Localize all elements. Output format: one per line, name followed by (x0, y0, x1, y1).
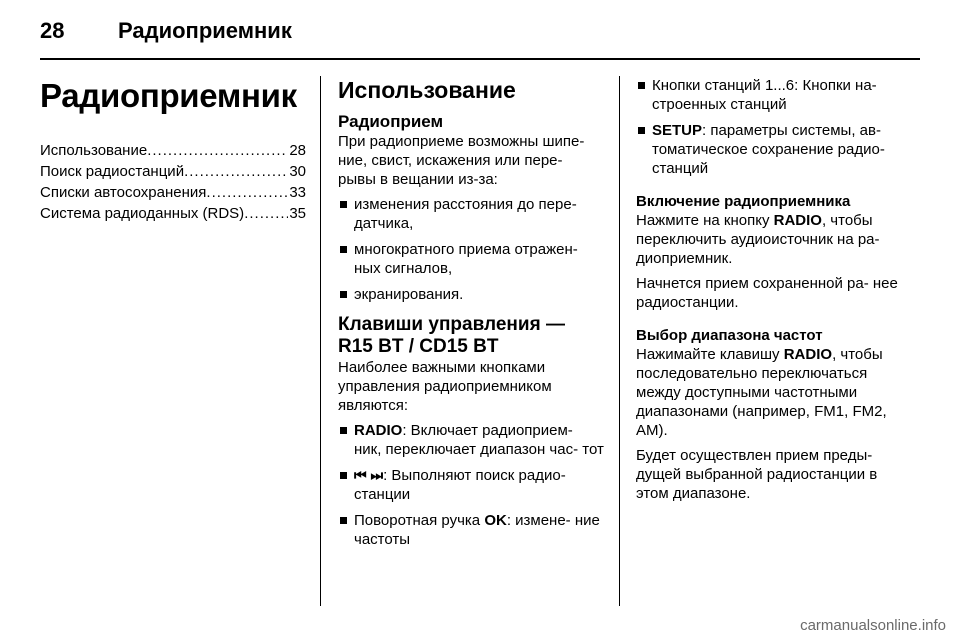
controls-model-heading: R15 BT / CD15 BT (338, 336, 499, 357)
bullet-square-icon (340, 472, 347, 479)
setup-key-label: SETUP (652, 122, 703, 139)
toc-entry[interactable] (40, 140, 306, 161)
middle-column (338, 76, 604, 556)
list-item: RADIO: Включает радиоприем- ник, переключает диапазон час- тот (338, 421, 604, 459)
toc-page: 28 (289, 142, 306, 159)
ok-key-label: OK (484, 512, 507, 529)
chapter-title: Радиоприемник (40, 77, 297, 114)
toc-leader (206, 182, 288, 203)
radio-key-label: RADIO (354, 422, 403, 439)
band-paragraph: Нажимайте клавишу RADIO, чтобы последовательно переключаться между доступными частотными диапазонами (например, FM1, FM2, AM). (636, 346, 887, 439)
toc-label: Поиск радиостанций (40, 163, 185, 180)
seek-buttons-icon: ⏮ ⏭ (354, 467, 384, 483)
list-item: Поворотная ручка OK: измене- ние частоты (338, 511, 604, 549)
column-divider (619, 76, 620, 606)
bullet-square-icon (340, 517, 347, 524)
toc-leader (184, 161, 288, 182)
left-column (40, 76, 306, 224)
radio-key-label: RADIO (783, 346, 833, 363)
toc-leader (244, 203, 288, 224)
toc-leader (147, 140, 288, 161)
table-of-contents (40, 140, 306, 224)
toc-label: Списки автосохранения (40, 184, 207, 201)
bullet-square-icon (638, 82, 645, 89)
bullet-square-icon (340, 291, 347, 298)
bullet-square-icon (340, 201, 347, 208)
toc-entry[interactable] (40, 161, 306, 182)
toc-page: 33 (289, 184, 306, 201)
list-item: изменения расстояния до пере- датчика, (338, 195, 604, 233)
reception-paragraph: При радиоприеме возможны шипе- ние, свист, искажения или пере- рывы в вещании из-за: (338, 133, 585, 188)
buttons-bullet-list (636, 76, 906, 178)
section-heading: Использование (338, 77, 516, 103)
toc-entry[interactable] (40, 182, 306, 203)
controls-bullet-list (338, 421, 604, 549)
page-header (40, 18, 920, 52)
toc-page: 35 (289, 205, 306, 222)
right-column (636, 76, 906, 509)
running-title: Радиоприемник (118, 18, 292, 43)
radio-key-label: RADIO (773, 212, 822, 229)
band-heading: Выбор диапазона частот (636, 327, 823, 344)
bullet-square-icon (340, 246, 347, 253)
reception-bullet-list (338, 195, 604, 304)
toc-label: Система радиоданных (RDS) (40, 205, 245, 222)
band-paragraph-2: Будет осуществлен прием преды- дущей выбранной радиостанции в этом диапазоне. (636, 447, 878, 502)
switch-on-paragraph: Нажмите на кнопку RADIO, чтобы переключить аудиоисточник на ра- диоприемник. (636, 212, 880, 267)
page-number: 28 (40, 18, 65, 43)
switch-on-heading: Включение радиоприемника (636, 193, 851, 210)
switch-on-paragraph-2: Начнется прием сохраненной ра- нее радиостанции. (636, 275, 898, 311)
column-divider (320, 76, 321, 606)
list-item: Кнопки станций 1...6: Кнопки на- строенных станций (636, 76, 906, 114)
header-rule (40, 58, 920, 60)
list-item: SETUP: параметры системы, ав- томатическое сохранение радио- станций (636, 121, 906, 178)
watermark: carmanualsonline.info (800, 617, 946, 634)
controls-heading: Клавиши управления — (338, 314, 565, 335)
toc-label: Использование (40, 142, 148, 159)
toc-entry[interactable] (40, 203, 306, 224)
list-item: ⏮ ⏭: Выполняют поиск радио- станции (338, 466, 604, 504)
list-item: многократного приема отражен- ных сигналов, (338, 240, 604, 278)
bullet-square-icon (638, 127, 645, 134)
controls-paragraph: Наиболее важными кнопками управления радиоприемником являются: (338, 359, 552, 414)
toc-page: 30 (289, 163, 306, 180)
bullet-square-icon (340, 427, 347, 434)
list-item: экранирования. (338, 285, 604, 304)
subsection-heading: Радиоприем (338, 112, 444, 131)
